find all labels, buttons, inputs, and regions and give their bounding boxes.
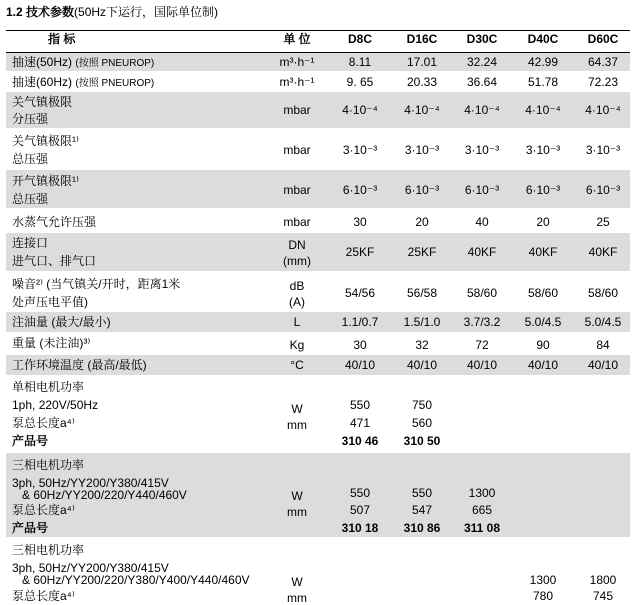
cell-value: 32 xyxy=(415,338,429,352)
cell-value: 4·10⁻⁴ xyxy=(464,103,500,117)
cell-value: 3·10⁻³ xyxy=(342,143,378,157)
cell-value: 750 xyxy=(411,398,433,412)
cell-value: 5.0/4.5 xyxy=(524,315,562,329)
cell-value: 1300 xyxy=(468,486,496,500)
cell-value: 58/60 xyxy=(587,286,619,300)
cell-value: 30 xyxy=(353,338,367,352)
cell-value: 9. 65 xyxy=(346,75,374,89)
cell-value: 30 xyxy=(353,215,367,229)
row-unit-line2: (mm) xyxy=(283,254,311,268)
cell-value: 3·10⁻³ xyxy=(464,143,500,157)
motor2-title: 三相电机功率 xyxy=(12,458,85,472)
cell-value: 40KF xyxy=(588,245,618,259)
motor1-length-label: 泵总长度a⁴⁾ xyxy=(12,416,75,430)
motor2-spec-2: & 60Hz/YY200/220/Y440/460V xyxy=(22,488,187,502)
cell-value: 665 xyxy=(471,503,493,517)
header-d30c: D30C xyxy=(466,32,498,46)
cell-value: 1.1/0.7 xyxy=(341,315,379,329)
cell-value: 40/10 xyxy=(527,358,559,372)
cell-value: 780 xyxy=(532,589,554,603)
row-label-line2: 总压强 xyxy=(12,192,49,206)
row-label: 水蒸气允许压强 xyxy=(12,215,97,229)
cell-value: 36.64 xyxy=(466,75,498,89)
cell-value: 42.99 xyxy=(527,55,559,69)
motor3-unit-w: W xyxy=(291,575,303,589)
cell-value: 54/56 xyxy=(344,286,376,300)
cell-value: 6·10⁻³ xyxy=(464,183,500,197)
cell-value: 40 xyxy=(475,215,489,229)
cell-value: 40KF xyxy=(467,245,497,259)
cell-value: 58/60 xyxy=(466,286,498,300)
header-d60c: D60C xyxy=(587,32,619,46)
row-unit-line1: dB xyxy=(289,279,305,293)
cell-value: 25KF xyxy=(407,245,437,259)
row-label-line2: 总压强 xyxy=(12,152,49,166)
motor3-unit-mm: mm xyxy=(287,591,307,605)
row-label-line1: 噪音²⁾ (当气镇关/开时，距离1米 xyxy=(12,277,181,291)
cell-value: 4·10⁻⁴ xyxy=(585,103,621,117)
cell-value: 25KF xyxy=(345,245,375,259)
header-unit: 单 位 xyxy=(283,32,311,46)
cell-value: 40/10 xyxy=(466,358,498,372)
row-unit: mbar xyxy=(283,143,311,157)
motor1-title: 单相电机功率 xyxy=(12,380,85,394)
row-unit-line2: (A) xyxy=(289,295,305,309)
row-label-line1: 关气镇极限¹⁾ xyxy=(12,134,79,148)
part-number: 310 50 xyxy=(403,434,441,448)
cell-value: 8.11 xyxy=(348,55,372,69)
row-unit: mbar xyxy=(283,183,311,197)
row-label-line2: 进气口、排气口 xyxy=(12,254,97,268)
cell-value: 64.37 xyxy=(587,55,619,69)
cell-value: 550 xyxy=(349,486,371,500)
cell-value: 40/10 xyxy=(344,358,376,372)
cell-value: 20 xyxy=(415,215,429,229)
row-unit-line1: DN xyxy=(288,238,306,252)
cell-value: 40KF xyxy=(528,245,558,259)
cell-value: 1300 xyxy=(529,573,557,587)
cell-value: 5.0/4.5 xyxy=(584,315,622,329)
motor2-unit-mm: mm xyxy=(287,505,307,519)
motor1-unit-mm: mm xyxy=(287,418,307,432)
row-label: 抽速(50Hz) (按照 PNEUROP) xyxy=(12,55,155,69)
motor3-spec-1: 3ph, 50Hz/YY200/Y380/415V xyxy=(12,561,169,575)
motor2-partno-label: 产品号 xyxy=(12,521,49,535)
cell-value: 17.01 xyxy=(406,55,438,69)
cell-value: 56/58 xyxy=(406,286,438,300)
row-unit: m³·h⁻¹ xyxy=(279,55,315,69)
row-label: 注油量 (最大/最小) xyxy=(12,315,111,329)
cell-value: 745 xyxy=(592,589,614,603)
header-rule-top xyxy=(6,30,630,31)
row-unit: mbar xyxy=(283,103,311,117)
motor2-spec-1: 3ph, 50Hz/YY200/Y380/415V xyxy=(12,476,169,490)
cell-value: 20.33 xyxy=(406,75,438,89)
cell-value: 3·10⁻³ xyxy=(585,143,621,157)
motor1-unit-w: W xyxy=(291,402,303,416)
header-indicator: 指 标 xyxy=(48,32,76,46)
cell-value: 507 xyxy=(349,503,371,517)
part-number: 311 08 xyxy=(463,521,501,535)
row-label: 工作环境温度 (最高/最低) xyxy=(12,358,147,372)
cell-value: 72 xyxy=(475,338,489,352)
cell-value: 3·10⁻³ xyxy=(404,143,440,157)
part-number: 310 46 xyxy=(341,434,379,448)
cell-value: 4·10⁻⁴ xyxy=(342,103,378,117)
row-label-line1: 连接口 xyxy=(12,236,49,250)
cell-value: 72.23 xyxy=(587,75,619,89)
cell-value: 25 xyxy=(596,215,610,229)
cell-value: 3.7/3.2 xyxy=(463,315,501,329)
row-unit: L xyxy=(293,315,301,329)
row-unit: m³·h⁻¹ xyxy=(279,75,315,89)
cell-value: 51.78 xyxy=(527,75,559,89)
row-label: 抽速(60Hz) (按照 PNEUROP) xyxy=(12,75,155,89)
header-d8c: D8C xyxy=(347,32,372,46)
part-number: 310 86 xyxy=(403,521,441,535)
row-label-line1: 开气镇极限¹⁾ xyxy=(12,174,79,188)
cell-value: 1.5/1.0 xyxy=(403,315,441,329)
cell-value: 550 xyxy=(411,486,433,500)
motor2-unit-w: W xyxy=(291,489,303,503)
row-unit: mbar xyxy=(283,215,311,229)
cell-value: 58/60 xyxy=(527,286,559,300)
part-number: 310 18 xyxy=(341,521,379,535)
cell-value: 32.24 xyxy=(466,55,498,69)
cell-value: 40/10 xyxy=(587,358,619,372)
header-d16c: D16C xyxy=(406,32,438,46)
motor3-length-label: 泵总长度a⁴⁾ xyxy=(12,589,75,603)
cell-value: 84 xyxy=(596,338,610,352)
cell-value: 3·10⁻³ xyxy=(525,143,561,157)
motor3-title: 三相电机功率 xyxy=(12,543,85,557)
row-label-line1: 关气镇极限 xyxy=(12,95,73,109)
row-unit: °C xyxy=(290,358,304,372)
section-number: 1.2 技术参数 xyxy=(6,5,75,19)
cell-value: 6·10⁻³ xyxy=(404,183,440,197)
motor2-length-label: 泵总长度a⁴⁾ xyxy=(12,503,75,517)
cell-value: 547 xyxy=(411,503,433,517)
motor1-partno-label: 产品号 xyxy=(12,434,49,448)
row-label-line2: 处声压电平值) xyxy=(12,295,88,309)
cell-value: 20 xyxy=(536,215,550,229)
motor3-spec-2: & 60Hz/YY200/220/Y380/Y400/Y440/460V xyxy=(22,573,250,587)
cell-value: 4·10⁻⁴ xyxy=(525,103,561,117)
cell-value: 6·10⁻³ xyxy=(525,183,561,197)
cell-value: 550 xyxy=(349,398,371,412)
header-d40c: D40C xyxy=(527,32,559,46)
section-title xyxy=(6,3,218,20)
cell-value: 6·10⁻³ xyxy=(585,183,621,197)
cell-value: 1800 xyxy=(589,573,617,587)
motor1-spec: 1ph, 220V/50Hz xyxy=(12,398,99,412)
row-label-line2: 分压强 xyxy=(12,112,49,126)
cell-value: 6·10⁻³ xyxy=(342,183,378,197)
cell-value: 4·10⁻⁴ xyxy=(404,103,440,117)
row-label: 重量 (未注油)³⁾ xyxy=(12,336,91,350)
section-subtitle: (50Hz下运行，国际单位制) xyxy=(74,5,219,19)
cell-value: 560 xyxy=(411,416,433,430)
cell-value: 471 xyxy=(349,416,371,430)
cell-value: 40/10 xyxy=(406,358,438,372)
cell-value: 90 xyxy=(536,338,550,352)
row-unit: Kg xyxy=(289,338,305,352)
